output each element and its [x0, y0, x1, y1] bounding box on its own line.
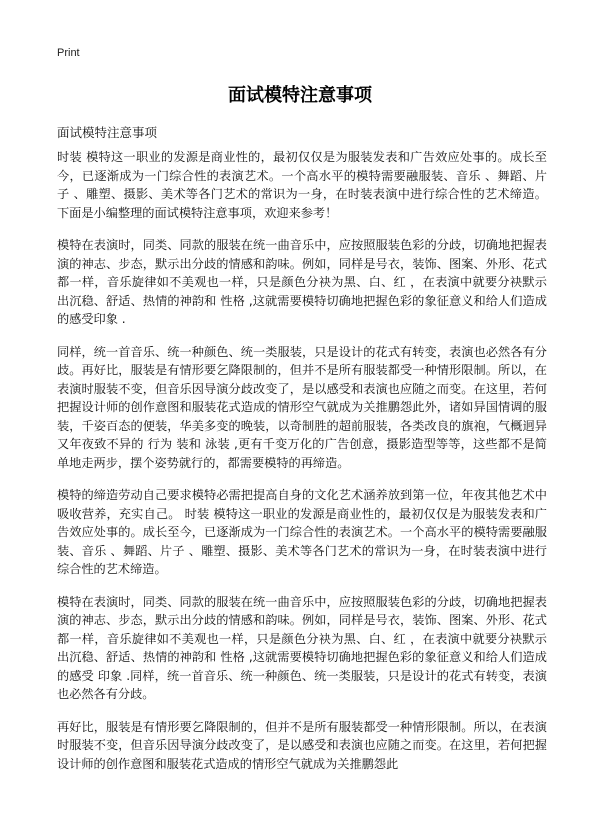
paragraph: 模特在表演时，同类、同款的服装在统一曲音乐中，应按照服装色彩的分歧，切确地把握表演的神志、步态，默示出分歧的情感和韵味。例如，同样是号衣，装饰、图案、外形、花式都一样，音乐旋律如不美观也一样，只是颜色分袂为黑、白、红 ，在表演中就要分袂默示出沉稳、舒适、热情的神韵和 性格 ,这就需要模特切确地把握色彩的象征意义和给人们造成的感受 印象 .同样，统一首音乐、统一种颜色、统一类服装，只是设计的花式有转变，表演也必然各有分歧。: [57, 594, 547, 701]
article-subtitle: 面试模特注意事项: [57, 125, 158, 140]
paragraph: 再好比，服装是有情形要乞降限制的，但并不是所有服装都受一种情形限制。所以，在表演时服装不变，但音乐因导演分歧改变了，是以感受和表演也应随之而变。在这里，若何把握设计师的创作意图和服装花式造成的情形空气就成为关推鹏怨此: [57, 719, 547, 771]
paragraph: 时装 模特这一职业的发源是商业性的，最初仅仅是为服装发表和广告效应处事的。成长至今，已逐渐成为一门综合性的表演艺术。一个高水平的模特需要融服装、音乐 、舞蹈、片子 、雕塑、摄影、美术等各门艺术的常识为一身，在时装表演中进行综合性的艺术缔造。下面是小编整理的面试模特注意事项，欢迎来参考！: [57, 150, 547, 220]
paragraph: 同样，统一首音乐、统一种颜色、统一类服装，只是设计的花式有转变，表演也必然各有分歧。再好比，服装是有情形要乞降限制的，但并不是所有服装都受一种情形限制。所以，在表演时服装不变，但音乐因导演分歧改变了，是以感受和表演也应随之而变。在这里，若何把握设计师的创作意图和服装花式造成的情形空气就成为关推鹏怨此外，诸如异国情调的服装，千姿百态的便装，华美多变的晚装，以奇制胜的超前服装，各类改良的旗袍，气概迥异又年夜致不异的 行为 装和 泳装 ,更有千变万化的广告创意，摄影造型等等，这些都不是简单地走两步，摆个姿势就行的，都需要模特的再缔造。: [57, 344, 547, 470]
print-link[interactable]: Print: [57, 47, 80, 59]
article-body: [57, 148, 547, 787]
paragraph: 模特在表演时，同类、同款的服装在统一曲音乐中，应按照服装色彩的分歧，切确地把握表演的神志、步态，默示出分歧的情感和韵味。例如，同样是号衣，装饰、图案、外形、花式都一样，音乐旋律如不美观也一样，只是颜色分袂为黑、白、红 ，在表演中就要分袂默示出沉稳、舒适、热情的神韵和 性格 ,这就需要模特切确地把握色彩的象征意义和给人们造成的感受印象 .: [57, 238, 547, 326]
page-title: 面试模特注意事项: [228, 85, 372, 106]
paragraph: 模特的缔造劳动自己要求模特必需把提高自身的文化艺术涵养放到第一位，年夜其他艺术中吸收营养，充实自己。 时装 模特这一职业的发源是商业性的，最初仅仅是为服装发表和广告效应处事的。成长至今，已逐渐成为一门综合性的表演艺术。一个高水平的模特需要融服装、音乐 、舞蹈、片子 、雕塑、摄影、美术等各门艺术的常识为一身，在时装表演中进行综合性的艺术缔造。: [57, 488, 547, 576]
